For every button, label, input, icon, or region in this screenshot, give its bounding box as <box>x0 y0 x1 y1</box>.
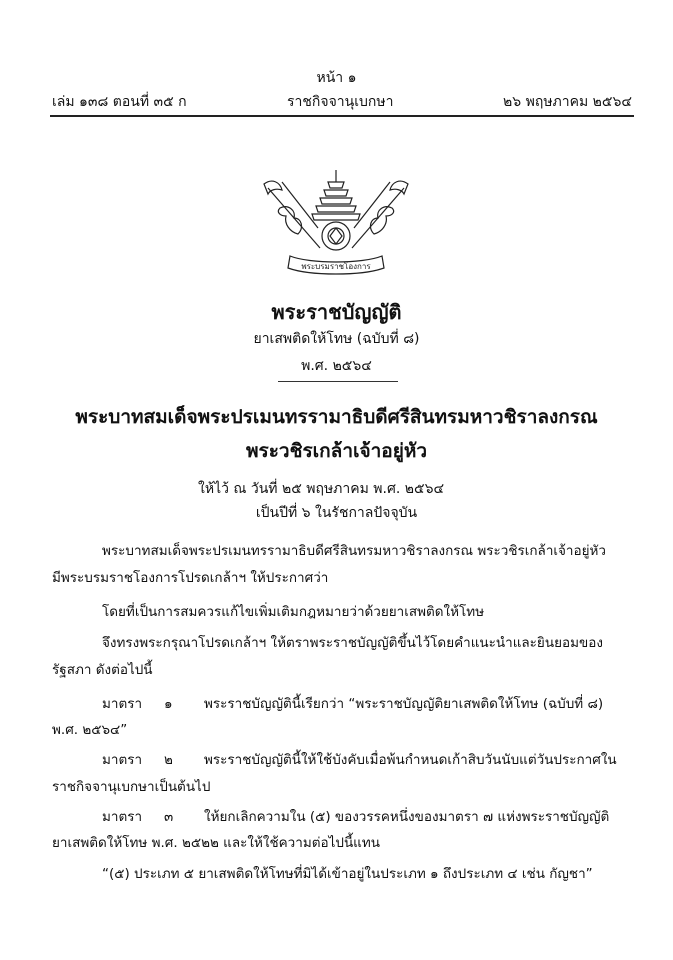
section-text: ให้ยกเลิกความใน (๕) ของวรรคหนึ่งของมาตรา ๗ แห่งพระราชบัญญัติ <box>204 809 610 825</box>
preamble-paragraph-1-line-1: พระบาทสมเด็จพระปรเมนทรรามาธิบดีศรีสินทรมหาวชิราลงกรณ พระวชิรเกล้าเจ้าอยู่หัว <box>102 543 607 559</box>
section-1-line-2: พ.ศ. ๒๕๖๔” <box>52 722 128 738</box>
section-text: พระราชบัญญัตินี้เรียกว่า “พระราชบัญญัติยาเสพติดให้โทษ (ฉบับที่ ๘) <box>204 696 604 712</box>
act-subtitle: ยาเสพติดให้โทษ (ฉบับที่ ๘) <box>253 331 420 347</box>
reign-year: เป็นปีที่ ๖ ในรัชกาลปัจจุบัน <box>255 505 418 521</box>
section-1-line-1 <box>102 692 603 714</box>
section-label: มาตรา <box>102 696 143 712</box>
emblem-banner-text: พระบรมราชโองการ <box>301 262 371 271</box>
king-name-line-1: พระบาทสมเด็จพระปรเมนทรรามาธิบดีศรีสินทรมหาวชิราลงกรณ <box>75 406 598 428</box>
section-number: ๒ <box>164 752 173 768</box>
gazette-header <box>52 91 632 111</box>
section-text: พระราชบัญญัตินี้ให้ใช้บังคับเมื่อพ้นกำหนดเก้าสิบวันนับแต่วันประกาศใน <box>204 752 617 768</box>
section-label: มาตรา <box>102 809 143 825</box>
gazette-name: ราชกิจจานุเบกษา <box>287 94 394 110</box>
page-number: หน้า ๑ <box>316 70 357 86</box>
given-date: ให้ไว้ ณ วันที่ ๒๕ พฤษภาคม พ.ศ. ๒๕๖๔ <box>198 481 445 497</box>
volume-issue: เล่ม ๑๓๘ ตอนที่ ๓๕ ก <box>52 94 187 110</box>
preamble-paragraph-1-line-2: มีพระบรมราชโองการโปรดเกล้าฯ ให้ประกาศว่า <box>52 570 329 586</box>
act-year: พ.ศ. ๒๕๖๔ <box>301 358 372 374</box>
section-label: มาตรา <box>102 752 143 768</box>
section-3-line-2: ยาเสพติดให้โทษ พ.ศ. ๒๕๒๒ และให้ใช้ความต่อไปนี้แทน <box>52 835 381 851</box>
section-number: ๓ <box>164 809 174 825</box>
act-title: พระราชบัญญัติ <box>271 300 402 324</box>
publication-date: ๒๖ พฤษภาคม ๒๕๖๔ <box>503 94 632 110</box>
king-name-line-2: พระวชิรเกล้าเจ้าอยู่หัว <box>245 440 428 462</box>
preamble-paragraph-2: โดยที่เป็นการสมควรแก้ไขเพิ่มเติมกฎหมายว่าด้วยยาเสพติดให้โทษ <box>102 604 485 620</box>
section-number: ๑ <box>164 696 173 712</box>
header-divider <box>50 115 634 117</box>
royal-garuda-emblem-icon <box>258 168 414 278</box>
section-2-line-1 <box>102 748 617 770</box>
section-2-line-2: ราชกิจจานุเบกษาเป็นต้นไป <box>52 779 211 795</box>
section-3-amendment-text: “(๕) ประเภท ๕ ยาเสพติดให้โทษที่มิได้เข้าอยู่ในประเภท ๑ ถึงประเภท ๔ เช่น กัญชา” <box>102 866 593 882</box>
section-3-line-1 <box>102 805 609 827</box>
preamble-paragraph-3-line-2: รัฐสภา ดังต่อไปนี้ <box>52 662 153 678</box>
preamble-paragraph-3-line-1: จึงทรงพระกรุณาโปรดเกล้าฯ ให้ตราพระราชบัญญัติขึ้นไว้โดยคำแนะนำและยินยอมของ <box>102 635 603 651</box>
title-divider <box>278 381 398 382</box>
